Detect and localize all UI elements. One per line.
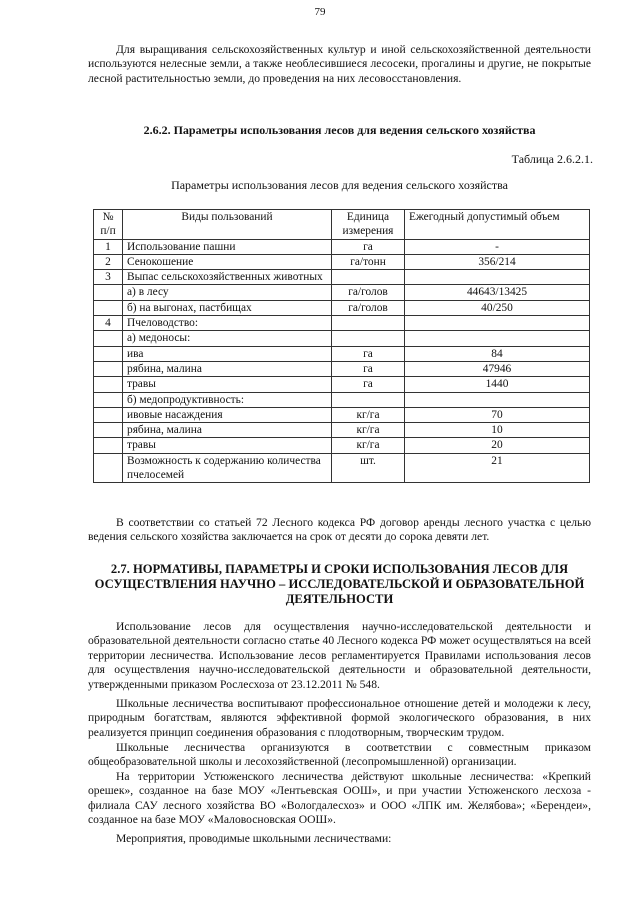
row-value: 47946: [405, 361, 590, 376]
row-value: 40/250: [405, 300, 590, 315]
row-unit: [332, 316, 405, 331]
row-unit: [332, 270, 405, 285]
row-num: 4: [94, 316, 123, 331]
row-unit: га: [332, 346, 405, 361]
row-num: 2: [94, 254, 123, 269]
row-unit: шт.: [332, 453, 405, 483]
row-kind: Возможность к содержанию количества пчелосемей: [123, 453, 332, 483]
row-unit: га: [332, 361, 405, 376]
body-paragraph: Мероприятия, проводимые школьными лесничествами:: [116, 832, 392, 845]
header-value: Ежегодный допустимый объем: [405, 210, 590, 240]
page-number: 79: [314, 6, 326, 18]
row-num: [94, 285, 123, 300]
table-row: [94, 438, 590, 453]
row-unit: га/тонн: [332, 254, 405, 269]
body-paragraph: Использование лесов для осуществления научно-исследовательской деятельности и образовательной деятельности согласно статье 40 Лесного кодекса РФ может осуществляться на всей территории лесничества. Использование лесов регламентируется Правилами использования лесов для осуществления научно-исследовательской деятельности и образовательной деятельности, утвержденными приказом Рослесхоза от 23.12.2011 № 548.: [88, 620, 591, 691]
body-paragraph: На территории Устюженского лесничества действуют школьные лесничества: «Крепкий орешек», созданное на базе МОУ «Лентьевская ООШ», и при участии Устюженского лесхоза - филиала САУ лесного хозяйства ВО «Вологдалесхоз» и ООО «ЛПК им. Желябова»; «Берендеи», созданное на базе МОУ «Маловосновская ООШ».: [88, 770, 591, 827]
row-value: 70: [405, 407, 590, 422]
row-value: 44643/13425: [405, 285, 590, 300]
table-row: [94, 316, 590, 331]
row-unit: га: [332, 377, 405, 392]
row-kind: б) на выгонах, пастбищах: [123, 300, 332, 315]
table-row: [94, 453, 590, 483]
row-value: 10: [405, 423, 590, 438]
row-kind: ивовые насаждения: [123, 407, 332, 422]
row-value: [405, 392, 590, 407]
row-unit: [332, 331, 405, 346]
table-row: [94, 285, 590, 300]
table-row: [94, 392, 590, 407]
row-kind: ива: [123, 346, 332, 361]
row-value: [405, 270, 590, 285]
table-row: [94, 361, 590, 376]
table-row: [94, 239, 590, 254]
row-num: [94, 407, 123, 422]
row-kind: травы: [123, 377, 332, 392]
table-row: [94, 331, 590, 346]
table-row: [94, 423, 590, 438]
table-number: Таблица 2.6.2.1.: [511, 152, 593, 166]
row-num: [94, 361, 123, 376]
row-kind: Сенокошение: [123, 254, 332, 269]
main-heading: 2.7. НОРМАТИВЫ, ПАРАМЕТРЫ И СРОКИ ИСПОЛЬЗОВАНИЯ ЛЕСОВ ДЛЯ ОСУЩЕСТВЛЕНИЯ НАУЧНО – ИССЛЕДОВАТЕЛЬСКОЙ И ОБРАЗОВАТЕЛЬНОЙ ДЕЯТЕЛЬНОСТИ: [94, 562, 585, 606]
row-num: 3: [94, 270, 123, 285]
row-value: 84: [405, 346, 590, 361]
row-unit: кг/га: [332, 438, 405, 453]
row-kind: Пчеловодство:: [123, 316, 332, 331]
body-paragraph: Школьные лесничества организуются в соответствии с совместным приказом общеобразовательной школы и лесохозяйственной (лесопромышленной) организации.: [88, 741, 591, 769]
row-kind: рябина, малина: [123, 361, 332, 376]
row-unit: га/голов: [332, 285, 405, 300]
table-header-row: [94, 210, 590, 240]
table-row: [94, 254, 590, 269]
row-unit: га: [332, 239, 405, 254]
intro-paragraph: Для выращивания сельскохозяйственных культур и иной сельскохозяйственной деятельности используются нелесные земли, а также необлесившиеся лесосеки, прогалины и другие, не покрытые лесной растительностью земли, до проведения на них лесовосстановления.: [88, 43, 591, 85]
row-kind: травы: [123, 438, 332, 453]
table-row: [94, 270, 590, 285]
row-value: [405, 316, 590, 331]
row-num: [94, 331, 123, 346]
row-value: -: [405, 239, 590, 254]
row-num: [94, 392, 123, 407]
table-row: [94, 407, 590, 422]
row-unit: [332, 392, 405, 407]
row-num: 1: [94, 239, 123, 254]
row-num: [94, 300, 123, 315]
row-num: [94, 423, 123, 438]
row-num: [94, 377, 123, 392]
row-unit: кг/га: [332, 407, 405, 422]
row-kind: а) в лесу: [123, 285, 332, 300]
row-unit: га/голов: [332, 300, 405, 315]
row-value: [405, 331, 590, 346]
row-num: [94, 346, 123, 361]
row-value: 356/214: [405, 254, 590, 269]
row-num: [94, 438, 123, 453]
header-unit: Единица измерения: [332, 210, 405, 240]
body-paragraph: Школьные лесничества воспитывают профессиональное отношение детей и молодежи к лесу, природным богатствам, являются эффективной формой экологического образования, в них реализуется принцип соединения образования с плодотворным, творческим трудом.: [88, 697, 591, 739]
table-row: [94, 300, 590, 315]
header-num: № п/п: [94, 210, 123, 240]
row-kind: рябина, малина: [123, 423, 332, 438]
row-kind: а) медоносы:: [123, 331, 332, 346]
row-kind: б) медопродуктивность:: [123, 392, 332, 407]
row-value: 20: [405, 438, 590, 453]
row-kind: Выпас сельскохозяйственных животных: [123, 270, 332, 285]
table-title: Параметры использования лесов для ведения сельского хозяйства: [171, 178, 508, 192]
table-row: [94, 346, 590, 361]
section-heading: 2.6.2. Параметры использования лесов для ведения сельского хозяйства: [143, 123, 536, 137]
row-unit: кг/га: [332, 423, 405, 438]
row-num: [94, 453, 123, 483]
row-value: 21: [405, 453, 590, 483]
table-row: [94, 377, 590, 392]
parameters-table: [93, 209, 590, 483]
row-kind: Использование пашни: [123, 239, 332, 254]
lease-paragraph: В соответствии со статьей 72 Лесного кодекса РФ договор аренды лесного участка с целью ведения сельского хозяйства заключается на срок от десяти до сорока девяти лет.: [88, 516, 591, 544]
row-value: 1440: [405, 377, 590, 392]
header-kind: Виды пользований: [123, 210, 332, 240]
